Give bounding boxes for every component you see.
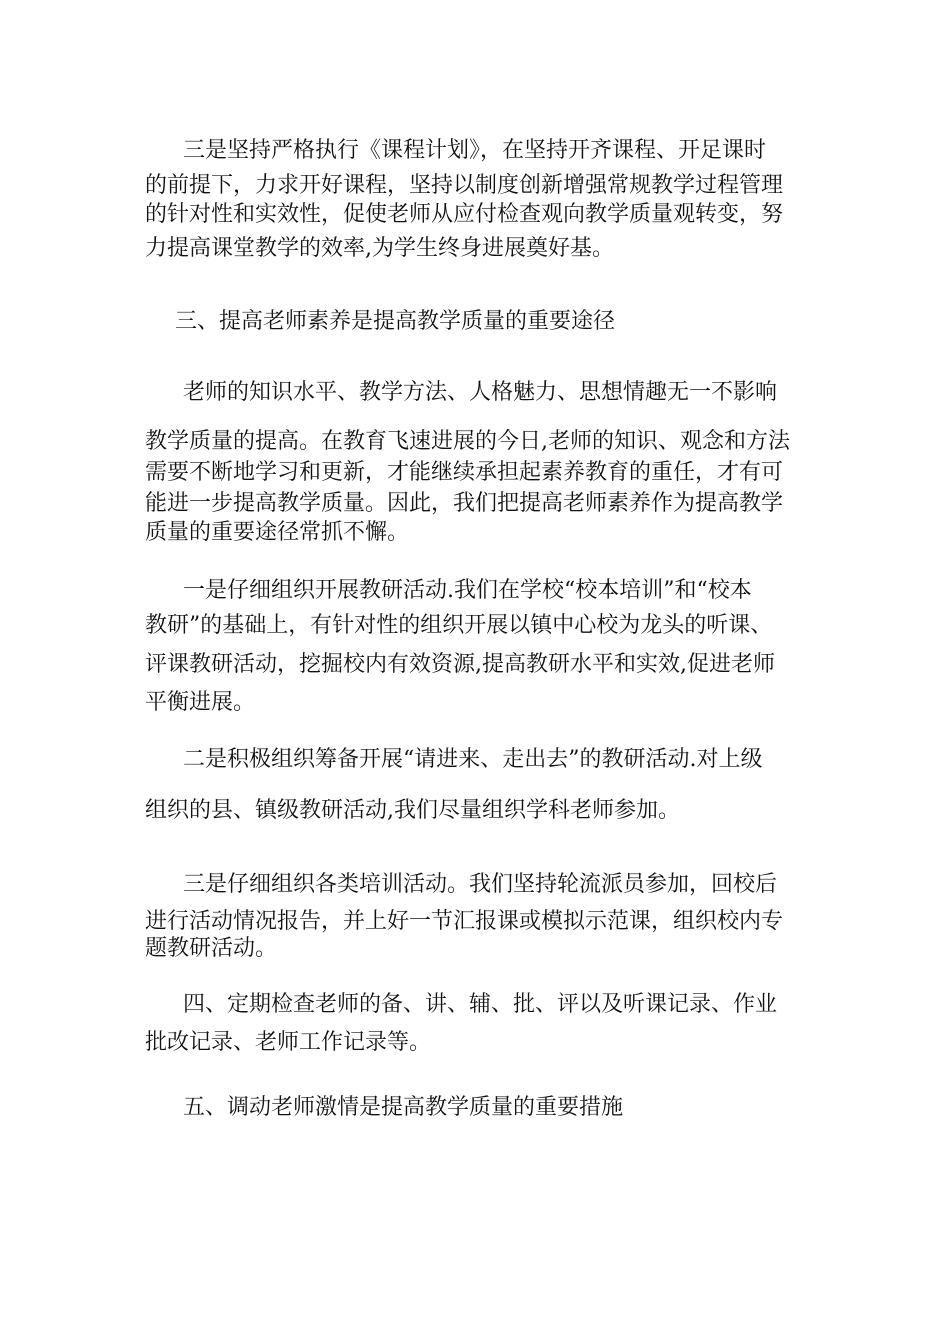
paragraph-2-line-4: 能进一步提高教学质量。因此，我们把提高老师素养作为提高教学 — [145, 491, 784, 516]
paragraph-5-line-3: 题教研活动。 — [145, 936, 278, 961]
paragraph-4-line-2: 组织的县、镇级教研活动,我们尽量组织学科老师参加。 — [145, 798, 680, 823]
paragraph-5-line-1: 三是仔细组织各类培训活动。我们坚持轮流派员参加，回校后 — [183, 872, 778, 897]
paragraph-1-line-1: 三是坚持严格执行《课程计划》，在坚持开齐课程、开足课时 — [183, 138, 767, 163]
paragraph-2-line-3: 需要不断地学习和更新，才能继续承担起素养教育的重任，才有可 — [145, 460, 784, 485]
section-heading-5: 五、调动老师激情是提高教学质量的重要措施 — [183, 1095, 624, 1120]
paragraph-5-line-2: 进行活动情况报告，并上好一节汇报课或模拟示范课，组织校内专 — [145, 909, 784, 934]
paragraph-6-line-1: 四、定期检查老师的备、讲、辅、批、评以及听课记录、作业 — [183, 992, 778, 1017]
paragraph-1-line-3: 的针对性和实效性，促使老师从应付检查观向教学质量观转变，努 — [145, 202, 784, 227]
paragraph-6-line-2: 批改记录、老师工作记录等。 — [145, 1030, 432, 1055]
paragraph-2-line-5: 质量的重要途径常抓不懈。 — [145, 520, 410, 545]
paragraph-2-line-1: 老师的知识水平、教学方法、人格魅力、思想情趣无一不影响 — [183, 380, 778, 405]
section-heading-3: 三、提高老师素养是提高教学质量的重要途径 — [175, 309, 616, 334]
paragraph-1-line-2: 的前提下，力求开好课程，坚持以制度创新增强常规教学过程管理 — [145, 173, 784, 198]
paragraph-3-line-1: 一是仔细组织开展教研活动.我们在学校“校本培训”和“校本 — [183, 578, 752, 603]
paragraph-3-line-2: 教研”的基础上，有针对性的组织开展以镇中心校为龙头的听课、 — [145, 613, 773, 638]
paragraph-4-line-1: 二是积极组织筹备开展“请进来、走出去”的教研活动.对上级 — [183, 747, 763, 772]
paragraph-1-line-4: 力提高课堂教学的效率,为学生终身进展奠好基。 — [145, 236, 614, 261]
paragraph-2-line-2: 教学质量的提高。在教育飞速进展的今日,老师的知识、观念和方法 — [145, 429, 790, 454]
paragraph-3-line-3: 评课教研活动，挖掘校内有效资源,提高教研水平和实效,促进老师 — [145, 652, 775, 677]
paragraph-3-line-4: 平衡进展。 — [145, 690, 256, 715]
